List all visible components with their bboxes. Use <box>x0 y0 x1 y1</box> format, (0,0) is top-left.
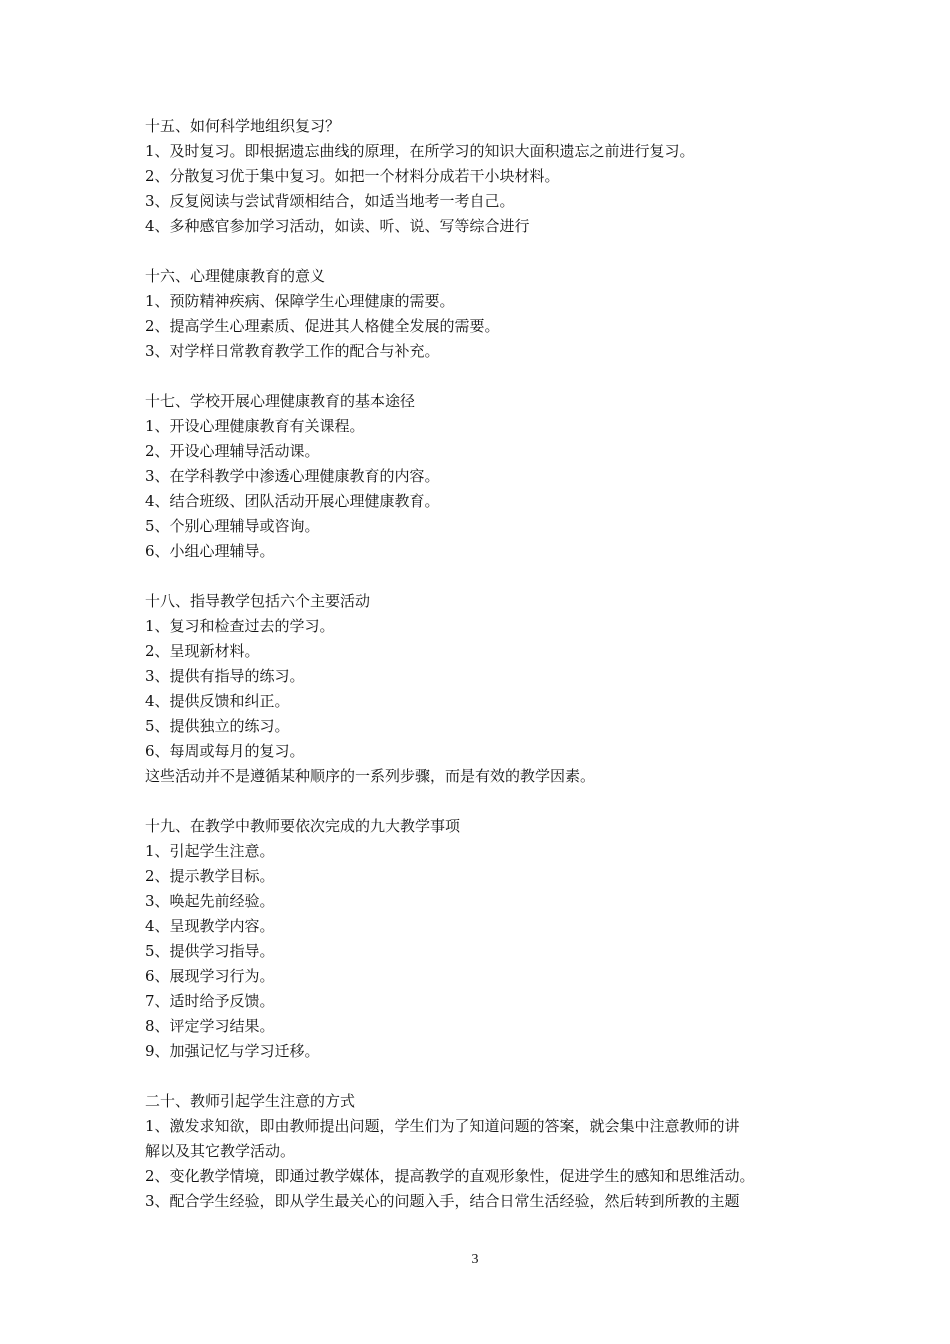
list-item: 1、及时复习。即根据遗忘曲线的原理，在所学习的知识大面积遗忘之前进行复习。 <box>145 142 695 160</box>
section-19 <box>145 814 810 1064</box>
section-18 <box>145 589 810 789</box>
list-item: 7、适时给予反馈。 <box>145 992 275 1010</box>
list-item: 5、提供学习指导。 <box>145 942 275 960</box>
list-item: 3、配合学生经验，即从学生最关心的问题入手，结合日常生活经验，然后转到所教的主题 <box>145 1192 740 1210</box>
list-item: 4、提供反馈和纠正。 <box>145 692 290 710</box>
section-16 <box>145 264 810 364</box>
list-item: 1、复习和检查过去的学习。 <box>145 617 335 635</box>
list-item: 3、唤起先前经验。 <box>145 892 275 910</box>
section-15 <box>145 114 810 239</box>
list-item-continuation: 解以及其它教学活动。 <box>145 1142 296 1160</box>
list-item: 3、反复阅读与尝试背颂相结合，如适当地考一考自己。 <box>145 192 515 210</box>
list-item: 1、预防精神疾病、保障学生心理健康的需要。 <box>145 292 455 310</box>
list-item: 9、加强记忆与学习迁移。 <box>145 1042 320 1060</box>
list-item: 3、在学科教学中渗透心理健康教育的内容。 <box>145 467 440 485</box>
list-item: 3、对学样日常教育教学工作的配合与补充。 <box>145 342 440 360</box>
section-heading: 十九、在教学中教师要依次完成的九大教学事项 <box>145 817 461 835</box>
section-heading: 十八、指导教学包括六个主要活动 <box>145 592 371 610</box>
list-item: 8、评定学习结果。 <box>145 1017 275 1035</box>
list-item: 2、分散复习优于集中复习。如把一个材料分成若干小块材料。 <box>145 167 560 185</box>
section-heading: 十六、心理健康教育的意义 <box>145 267 326 285</box>
list-item: 4、多种感官参加学习活动，如读、听、说、写等综合进行 <box>145 217 530 235</box>
list-item: 3、提供有指导的练习。 <box>145 667 305 685</box>
page-number: 3 <box>471 1252 479 1267</box>
section-spacer <box>145 364 810 389</box>
list-item: 2、开设心理辅导活动课。 <box>145 442 320 460</box>
section-spacer <box>145 789 810 814</box>
list-item: 4、呈现教学内容。 <box>145 917 275 935</box>
list-item: 5、提供独立的练习。 <box>145 717 290 735</box>
list-item: 6、展现学习行为。 <box>145 967 275 985</box>
section-17 <box>145 389 810 564</box>
list-item: 1、开设心理健康教育有关课程。 <box>145 417 365 435</box>
list-item: 2、呈现新材料。 <box>145 642 260 660</box>
section-20 <box>145 1089 810 1214</box>
list-item: 1、激发求知欲，即由教师提出问题，学生们为了知道问题的答案，就会集中注意教师的讲 <box>145 1117 740 1135</box>
section-spacer <box>145 1064 810 1089</box>
section-spacer <box>145 564 810 589</box>
list-item: 5、个别心理辅导或咨询。 <box>145 517 320 535</box>
list-item: 2、变化教学情境，即通过教学媒体，提高教学的直观形象性，促进学生的感知和思维活动。 <box>145 1167 755 1185</box>
list-item: 4、结合班级、团队活动开展心理健康教育。 <box>145 492 440 510</box>
section-heading: 十五、如何科学地组织复习？ <box>145 117 341 135</box>
section-heading: 十七、学校开展心理健康教育的基本途径 <box>145 392 416 410</box>
section-spacer <box>145 239 810 264</box>
list-item: 2、提高学生心理素质、促进其人格健全发展的需要。 <box>145 317 500 335</box>
section-note: 这些活动并不是遵循某种顺序的一系列步骤，而是有效的教学因素。 <box>145 767 596 785</box>
list-item: 2、提示教学目标。 <box>145 867 275 885</box>
list-item: 6、小组心理辅导。 <box>145 542 275 560</box>
list-item: 1、引起学生注意。 <box>145 842 275 860</box>
section-heading: 二十、教师引起学生注意的方式 <box>145 1092 356 1110</box>
list-item: 6、每周或每月的复习。 <box>145 742 305 760</box>
document-body <box>145 114 810 1214</box>
